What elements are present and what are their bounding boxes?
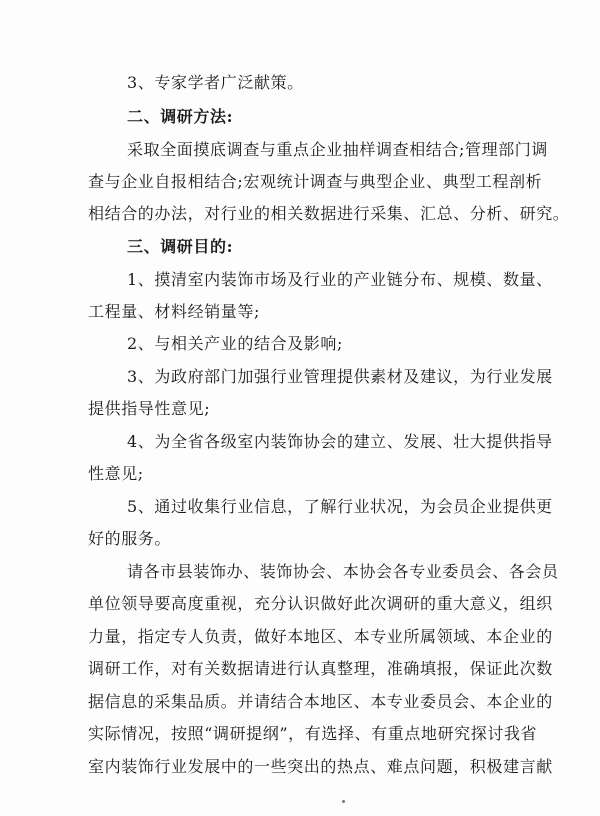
- text-line: 采取全面摸底调查与重点企业抽样调查相结合;管理部门调: [127, 140, 548, 159]
- text-line: 3、专家学者广泛献策。: [127, 73, 304, 92]
- text-line: 3、为政府部门加强行业管理提供素材及建议，为行业发展: [127, 367, 553, 386]
- text-line: 4、为全省各级室内装饰协会的建立、发展、壮大提供指导: [127, 432, 553, 451]
- text-line: 据信息的采集品质。并请结合本地区、本专业委员会、本企业的: [88, 692, 553, 711]
- text-line: 室内装饰行业发展中的一些突出的热点、难点问题，积极建言献: [88, 757, 553, 776]
- text-line: 调研工作，对有关数据请进行认真整理，准确填报，保证此次数: [88, 659, 553, 678]
- text-line: 请各市县装饰办、装饰协会、本协会各专业委员会、各会员: [127, 562, 559, 581]
- text-line: 实际情况，按照“调研提纲”，有选择、有重点地研究探讨我省: [88, 724, 538, 743]
- text-line: 相结合的办法，对行业的相关数据进行采集、汇总、分析、研究。: [88, 204, 570, 223]
- text-line: 提供指导性意见;: [88, 399, 211, 418]
- section-heading: 三、调研目的:: [127, 237, 234, 256]
- text-line: 2、与相关产业的结合及影响;: [127, 334, 343, 353]
- text-line: 查与企业自报相结合;宏观统计调查与典型企业、典型工程剖析: [88, 172, 543, 191]
- text-line: 好的服务。: [88, 529, 172, 548]
- text-line: 性意见;: [88, 464, 144, 483]
- text-line: 1、摸清室内装饰市场及行业的产业链分布、规模、数量、: [127, 270, 553, 289]
- scan-speck: [342, 800, 345, 803]
- text-line: 单位领导要高度重视，充分认识做好此次调研的重大意义，组织: [88, 594, 553, 613]
- text-line: 工程量、材料经销量等;: [88, 302, 260, 321]
- section-heading: 二、调研方法:: [127, 107, 234, 126]
- text-line: 5、通过收集行业信息，了解行业状况，为会员企业提供更: [127, 497, 553, 516]
- text-line: 力量，指定专人负责，做好本地区、本专业所属领域、本企业的: [88, 627, 553, 646]
